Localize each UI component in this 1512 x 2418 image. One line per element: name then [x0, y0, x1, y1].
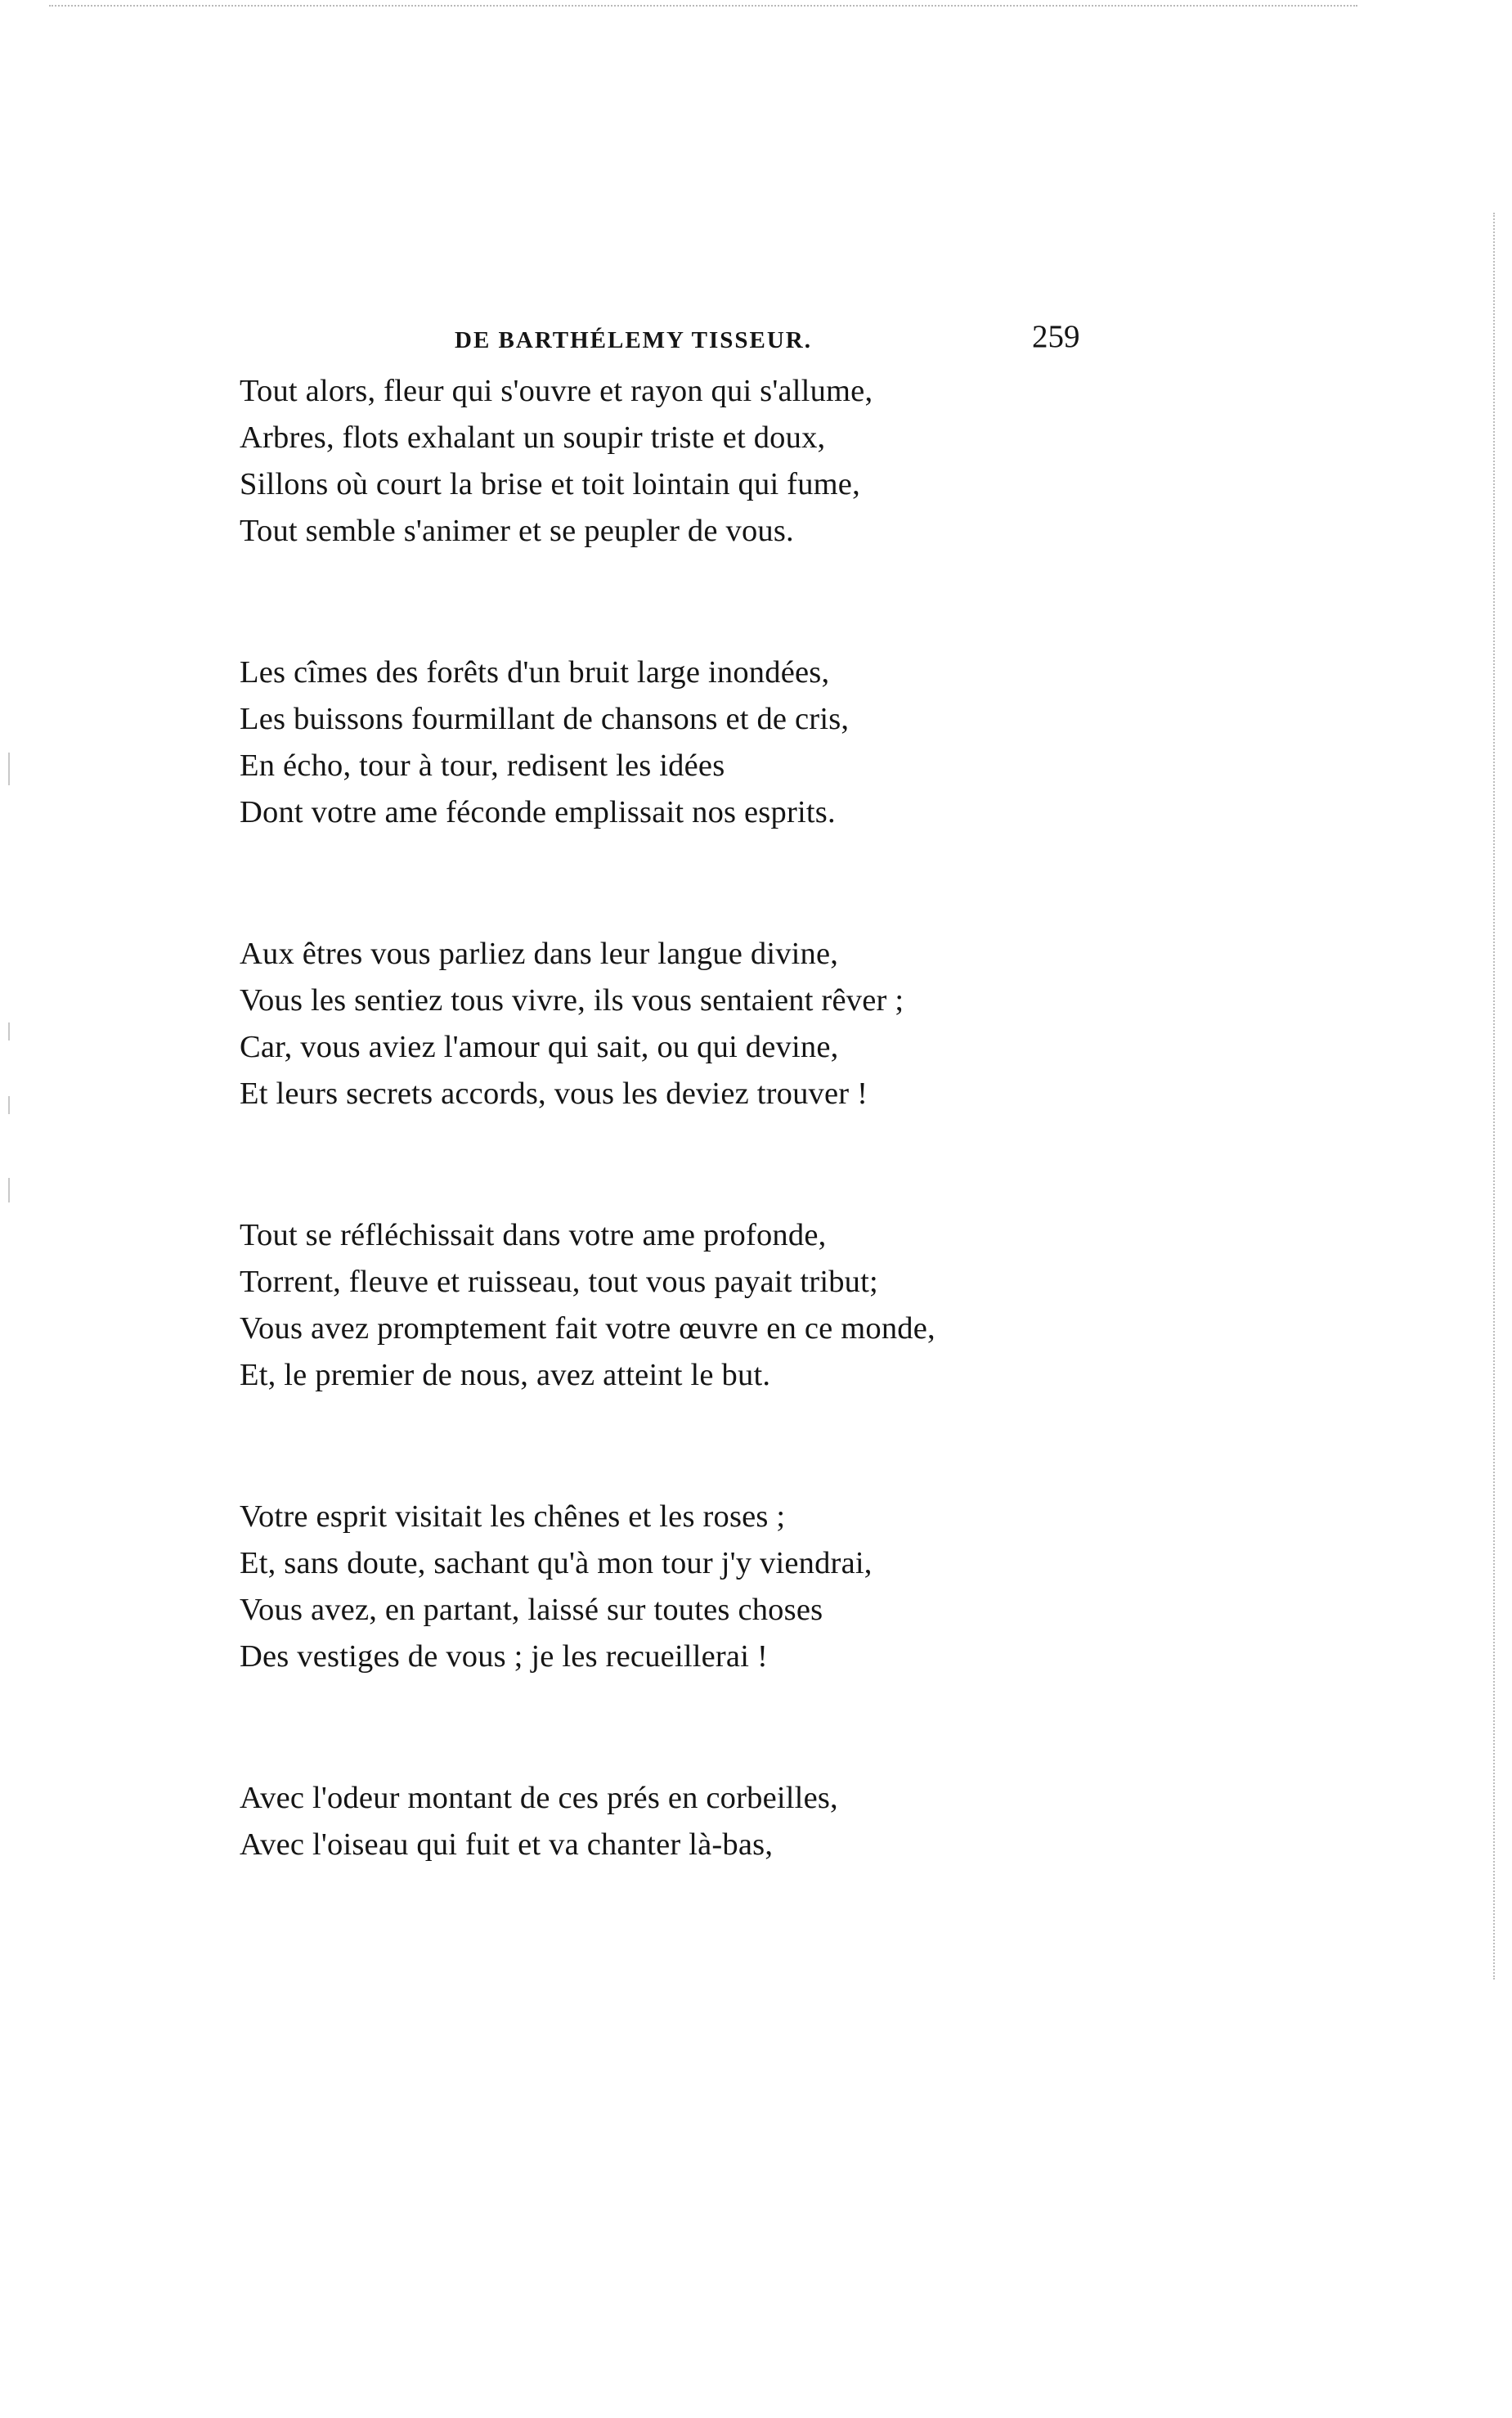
verse-line: Les buissons fourmillant de chansons et de cris,: [240, 702, 850, 736]
verse-line: Avec l'oiseau qui fuit et va chanter là-bas,: [240, 1827, 774, 1862]
scan-edge-right: [1493, 213, 1495, 1980]
stanza: [240, 649, 1221, 836]
scan-edge-left-mark: [8, 1022, 10, 1040]
poem: [240, 368, 1221, 1963]
page-number: 259: [1032, 319, 1080, 354]
verse-line: En écho, tour à tour, redisent les idées: [240, 748, 725, 783]
verse-line: Car, vous aviez l'amour qui sait, ou qui devine,: [240, 1030, 839, 1064]
page-header: [0, 319, 1512, 362]
verse-line: Tout semble s'animer et se peupler de vous.: [240, 514, 794, 548]
scan-edge-left-mark: [8, 753, 10, 785]
verse-line: Tout se réfléchissait dans votre ame profonde,: [240, 1218, 827, 1252]
verse-line: Vous les sentiez tous vivre, ils vous sentaient rêver ;: [240, 983, 904, 1018]
stanza: [240, 931, 1221, 1117]
running-title: DE BARTHÉLEMY TISSEUR.: [455, 327, 813, 353]
scan-edge-top: [49, 5, 1357, 7]
stanza: [240, 1775, 1221, 1868]
verse-line: Des vestiges de vous ; je les recueillerai !: [240, 1639, 768, 1674]
stanza: [240, 1494, 1221, 1680]
verse-line: Vous avez, en partant, laissé sur toutes choses: [240, 1593, 823, 1627]
verse-line: Les cîmes des forêts d'un bruit large inondées,: [240, 655, 830, 690]
verse-line: Aux êtres vous parliez dans leur langue divine,: [240, 937, 839, 971]
verse-line: Et, le premier de nous, avez atteint le but.: [240, 1358, 771, 1392]
verse-line: Vous avez promptement fait votre œuvre en ce monde,: [240, 1311, 935, 1346]
stanza: [240, 368, 1221, 555]
verse-line: Avec l'odeur montant de ces prés en corbeilles,: [240, 1781, 838, 1815]
scan-edge-left-mark: [8, 1178, 10, 1202]
verse-line: Torrent, fleuve et ruisseau, tout vous payait tribut;: [240, 1265, 878, 1299]
scan-edge-left-mark: [8, 1096, 10, 1114]
verse-line: Tout alors, fleur qui s'ouvre et rayon qui s'allume,: [240, 374, 873, 408]
verse-line: Votre esprit visitait les chênes et les roses ;: [240, 1499, 786, 1534]
verse-line: Dont votre ame féconde emplissait nos esprits.: [240, 795, 836, 829]
stanza: [240, 1212, 1221, 1399]
verse-line: Et, sans doute, sachant qu'à mon tour j'y viendrai,: [240, 1546, 873, 1580]
verse-line: Arbres, flots exhalant un soupir triste et doux,: [240, 420, 826, 455]
verse-line: Sillons où court la brise et toit lointain qui fume,: [240, 467, 860, 501]
verse-line: Et leurs secrets accords, vous les deviez trouver !: [240, 1076, 868, 1111]
